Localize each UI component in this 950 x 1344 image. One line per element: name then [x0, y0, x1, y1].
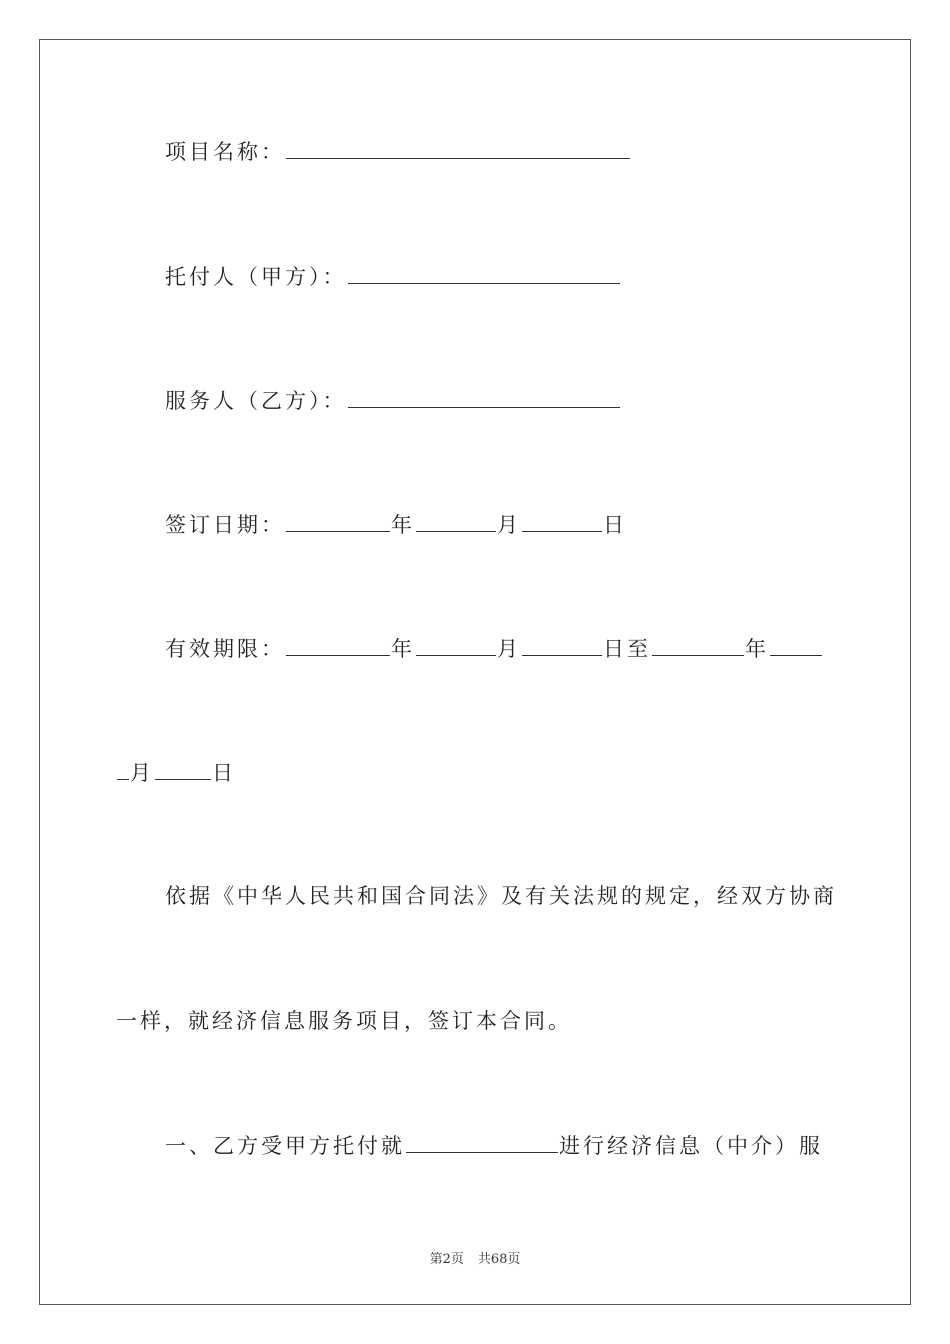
sign-day-blank[interactable] [522, 509, 602, 532]
validity-month2-blank-end[interactable] [117, 757, 129, 780]
sign-date-label: 签订日期： [165, 513, 285, 537]
service-row [165, 385, 621, 415]
sign-year-blank[interactable] [286, 509, 390, 532]
paragraph-basis-line2: 一样，就经济信息服务项目，签订本合同。 [116, 1009, 572, 1033]
validity-day-blank[interactable] [522, 633, 602, 656]
service-label: 服务人（乙方）： [165, 389, 347, 413]
project-name-label: 项目名称： [165, 140, 285, 164]
validity-year2-unit: 年 [745, 637, 769, 661]
validity-year-unit: 年 [391, 637, 415, 661]
service-blank[interactable] [348, 385, 620, 408]
paragraph-basis-line1: 依据《中华人民共和国合同法》及有关法规的规定，经双方协商 [165, 884, 837, 908]
client-label: 托付人（甲方）： [165, 265, 347, 289]
sign-day-unit: 日 [603, 513, 627, 537]
validity-month-unit: 月 [497, 637, 521, 661]
validity-month-blank[interactable] [416, 633, 496, 656]
page-footer [0, 1248, 950, 1267]
page-border [39, 39, 911, 1305]
validity-day2-unit: 日 [212, 761, 236, 785]
validity-label: 有效期限： [165, 637, 285, 661]
validity-day2-blank[interactable] [155, 757, 211, 780]
validity-row [165, 633, 823, 663]
sign-date-row [165, 509, 627, 539]
client-blank[interactable] [348, 261, 620, 284]
clause-one-row [165, 1130, 823, 1160]
sign-month-unit: 月 [497, 513, 521, 537]
clause-one-suffix: 进行经济信息（中介）服 [559, 1134, 823, 1158]
clause-one-blank[interactable] [406, 1130, 558, 1153]
validity-month2-blank-start[interactable] [770, 633, 822, 656]
clause-one-prefix: 一、乙方受甲方托付就 [165, 1134, 405, 1158]
project-name-blank[interactable] [286, 136, 630, 159]
page-total: 共68页 [477, 1252, 521, 1267]
project-name-row [165, 136, 631, 166]
validity-day-to-unit: 日至 [603, 637, 651, 661]
client-row [165, 261, 621, 291]
page-number: 第2页 [429, 1252, 464, 1267]
validity-year2-blank[interactable] [652, 633, 744, 656]
validity-row-continued [116, 757, 236, 787]
validity-month2-unit: 月 [130, 761, 154, 785]
validity-year-blank[interactable] [286, 633, 390, 656]
sign-year-unit: 年 [391, 513, 415, 537]
sign-month-blank[interactable] [416, 509, 496, 532]
